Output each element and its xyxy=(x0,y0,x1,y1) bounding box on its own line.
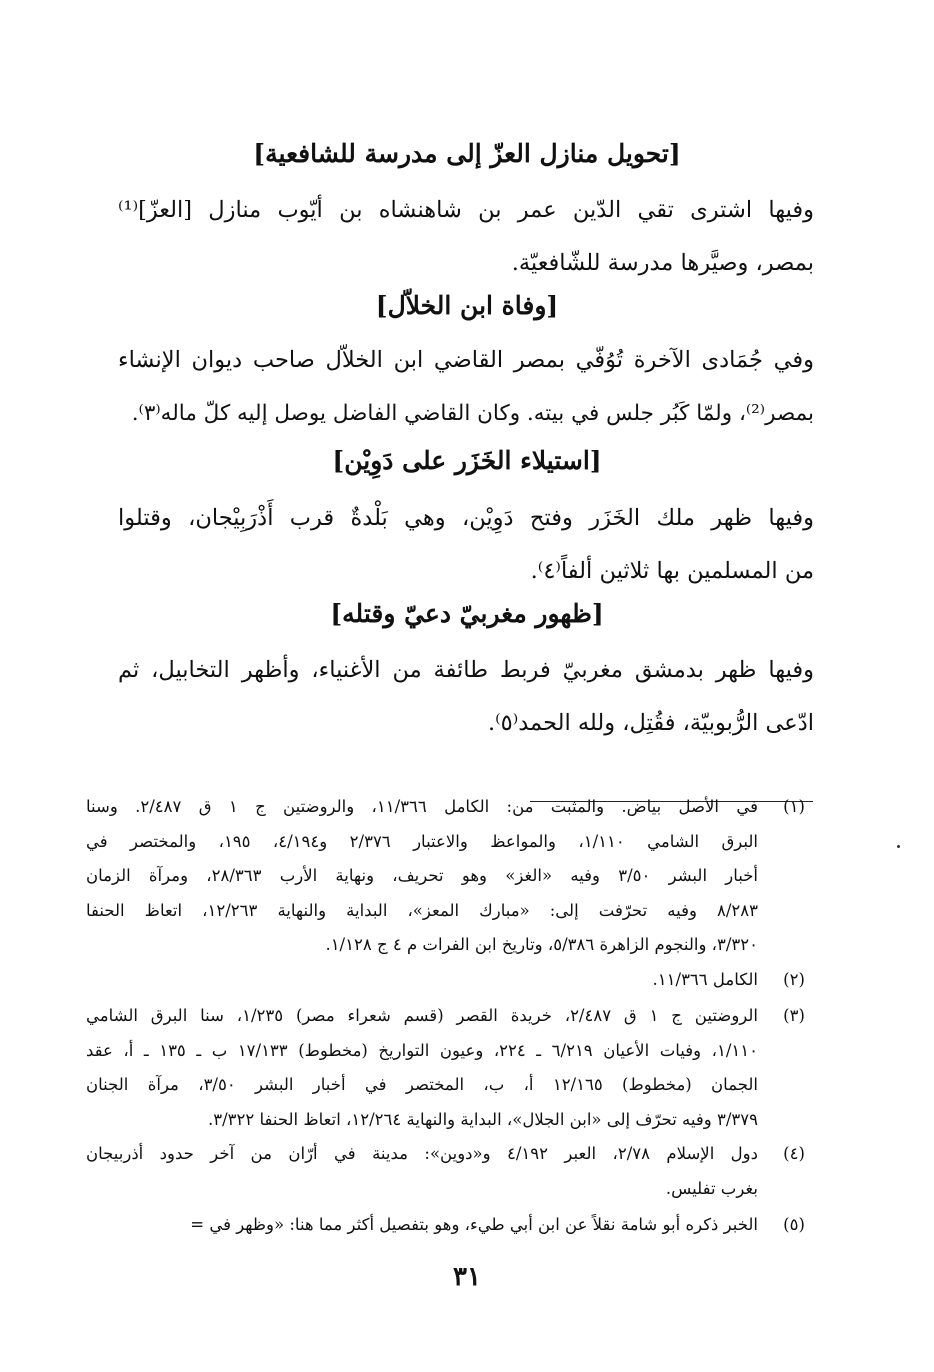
paragraph-line: وفيها ظهر ملك الخَزَر وفتح دَوِيْن، وهي بَلْدةٌ قرب أَذْرَبِيْجان، وقتلوا xyxy=(118,505,814,531)
paragraph xyxy=(118,644,814,750)
paragraph-line: بمصر⁽²⁾، ولمّا كَبُر جلس في بيته. وكان القاضي الفاضل يوصل إليه كلّ ماله⁽٣⁾. xyxy=(131,401,814,426)
section-heading: [استيلاء الخَزَر على دَوِيْن] xyxy=(332,446,602,475)
footnote-line: ٨/٢٨٣ وفيه تحرّفت إلى: «مبارك المعز»، البداية والنهاية ١٢/٢٦٣، اتعاظ الحنفا xyxy=(86,900,758,920)
section-heading: [ظهور مغربيّ دعيّ وقتله] xyxy=(330,599,604,628)
footnote-text xyxy=(86,1208,758,1243)
footnote-number: (٣) xyxy=(783,1006,805,1025)
stray-dot xyxy=(897,845,900,848)
footnote-text xyxy=(86,963,758,998)
paragraph-line: بمصر، وصيَّرها مدرسة للشّافعيّة. xyxy=(511,250,814,276)
footnote-line: ١/١١٠، وفيات الأعيان ٦/٢١٩ ـ ٢٢٤، وعيون التواريخ (مخطوط) ١٧/١٣٣ ب ـ ١٣٥ ـ أ، عقد xyxy=(86,1040,758,1060)
paragraph xyxy=(118,334,814,440)
footnote-line: ٣/٣٢٠، والنجوم الزاهرة ٥/٣٨٦، وتاريخ ابن الفرات م ٤ ج ١/١٢٨. xyxy=(325,935,758,954)
paragraph xyxy=(118,184,814,290)
footnote-text xyxy=(86,999,758,1137)
footnote-number: (٤) xyxy=(783,1144,805,1163)
footnote-line: البرق الشامي ١/١١٠، والمواعظ والاعتبار ٢/٣٧٦ و٤/١٩٤، ١٩٥، والمختصر في xyxy=(86,831,758,851)
footnote-number: (١) xyxy=(783,797,805,816)
section-heading: [تحويل منازل العزّ إلى مدرسة للشافعية] xyxy=(253,139,681,168)
footnote-line: ٣/٣٧٩ وفيه تحرّف إلى «ابن الجلال»، البداية والنهاية ١٢/٢٦٤، اتعاظ الحنفا ٣/٣٢٢. xyxy=(208,1109,758,1129)
page-number: ٣١ xyxy=(453,1262,481,1292)
footnote-text xyxy=(86,1137,758,1206)
paragraph xyxy=(118,492,814,598)
footnote-line: الروضتين ج ١ ق ٢/٤٨٧، خريدة القصر (قسم شعراء مصر) ١/٢٣٥، سنا البرق الشامي xyxy=(86,1006,759,1025)
footnote-line: الكامل ١١/٣٦٦. xyxy=(652,970,758,989)
paragraph-line: وفيها ظهر بدمشق مغربيّ فربط طائفة من الأغنياء، وأظهر التخابيل، ثم xyxy=(118,657,814,683)
section-heading: [وفاة ابن الخلاّل] xyxy=(375,291,559,320)
footnote-line: الجمان (مخطوط) ١٢/١٦٥ أ، ب، المختصر في أخبار البشر ٣/٥٠، مرآة الجنان xyxy=(86,1075,758,1094)
paragraph-line: وفي جُمَادى الآخرة تُوُفّي بمصر القاضي ابن الخلاّل صاحب ديوان الإنشاء xyxy=(118,347,814,373)
footnote-number: (٢) xyxy=(783,970,805,989)
footnote-line: في الأصل بياض. والمثبت من: الكامل ١١/٣٦٦، والروضتين ج ١ ق ٢/٤٨٧. وسنا xyxy=(86,797,758,816)
footnote-line: بغرب تفليس. xyxy=(665,1178,758,1198)
footnote-text xyxy=(86,790,758,963)
paragraph-line: ادّعى الرُّبوبيّة، فقُتِل، ولله الحمد⁽٥⁾. xyxy=(487,710,814,736)
footnote-line: دول الإسلام ٢/٧٨، العبر ٤/١٩٢ و«دوين»: مدينة في أرّان من آخر حدود أذربيجان xyxy=(86,1144,758,1163)
paragraph-line: من المسلمين بها ثلاثين ألفاً⁽٤⁾. xyxy=(530,558,814,584)
footnote-line: أخبار البشر ٣/٥٠ وفيه «الغز» وهو تحريف، ونهاية الأرب ٢٨/٣٦٣، ومرآة الزمان xyxy=(86,866,758,885)
footnote-number: (٥) xyxy=(783,1215,805,1234)
footnote-line: الخبر ذكره أبو شامة نقلاً عن ابن أبي طيء، وهو بتفصيل أكثر مما هنا: «وظهر في = xyxy=(190,1215,758,1234)
paragraph-line: وفيها اشترى تقي الدّين عمر بن شاهنشاه بن أيّوب منازل [العزّ]⁽¹⁾ xyxy=(118,197,814,223)
